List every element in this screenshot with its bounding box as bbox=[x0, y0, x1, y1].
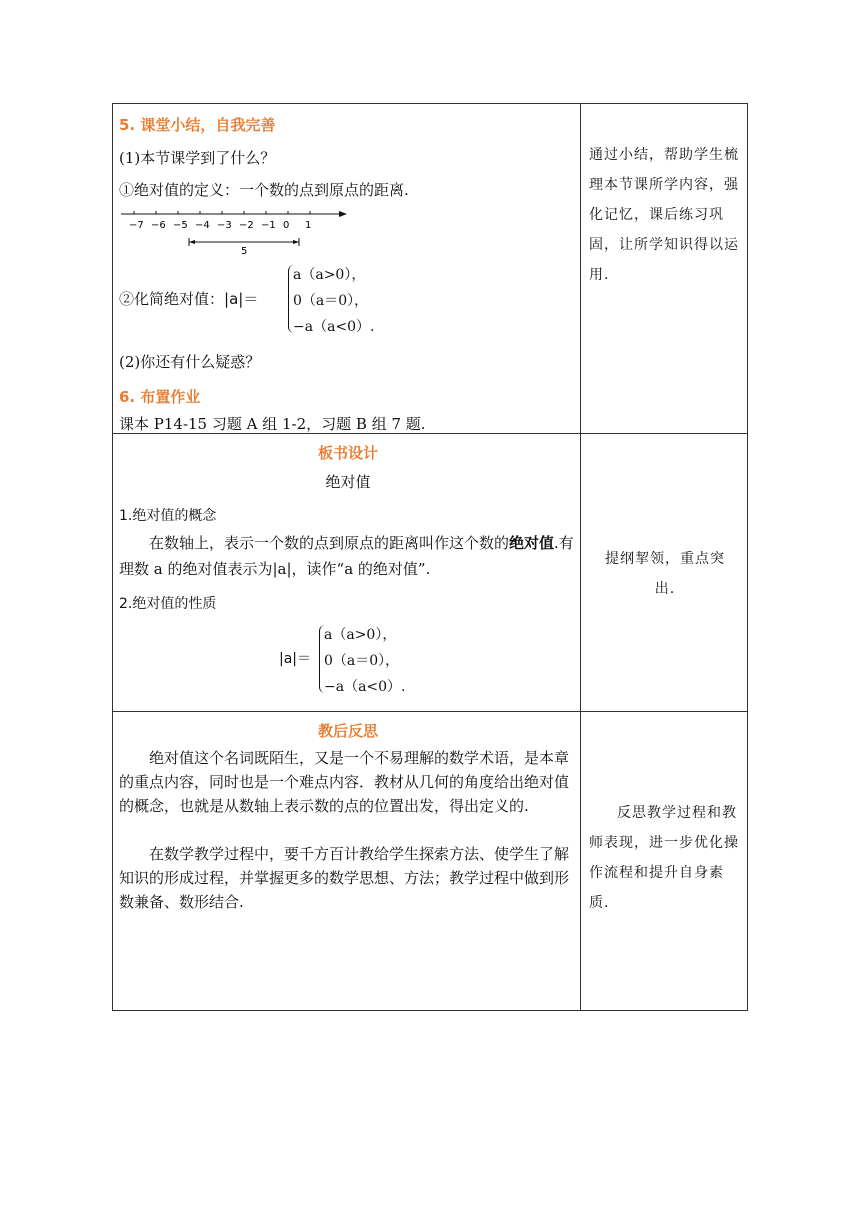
abs-lhs: |a|＝ bbox=[224, 290, 259, 308]
tick-label: 0 bbox=[283, 220, 290, 231]
homework-text: 课本 P14-15 习题 A 组 1-2，习题 B 组 7 题. bbox=[119, 415, 426, 433]
reflection-paragraph-2: 在数学教学过程中，要千方百计教给学生探索方法、使学生了解知识的形成过程，并掌握更多的数学思想、方法；教学过程中做到形数兼备、数形结合. bbox=[119, 845, 570, 911]
bold-term: 绝对值 bbox=[509, 534, 555, 552]
heading-reflection: 教后反思 bbox=[317, 722, 378, 740]
summary-side-note: 通过小结，帮助学生梳理本节课所学内容，强化记忆，课后练习巩固，让所学知识得以运用. bbox=[589, 147, 739, 283]
tick-label: −2 bbox=[239, 220, 254, 231]
heading-board-design: 板书设计 bbox=[317, 444, 378, 462]
simplify-item bbox=[119, 287, 258, 311]
tick-label: −6 bbox=[151, 220, 166, 231]
tick-label: −4 bbox=[195, 220, 210, 231]
abs-lhs-2: |a|＝ bbox=[279, 651, 312, 667]
section-concept: 1.绝对值的概念 bbox=[119, 508, 217, 524]
tick-label: −3 bbox=[217, 220, 232, 231]
reflection-cell bbox=[119, 716, 577, 1006]
case-negative: −a（a<0）. bbox=[324, 679, 406, 695]
tick-label: −1 bbox=[261, 220, 276, 231]
number-line-arrow bbox=[339, 211, 347, 217]
section-property: 2.绝对值的性质 bbox=[119, 596, 217, 612]
concept-paragraph: 在数轴上，表示一个数的点到原点的距离叫作这个数的绝对值.有理数 a 的绝对值表示为|a|，读作“a 的绝对值”. bbox=[119, 534, 574, 578]
reflection-side-note: 反思教学过程和教师表现，进一步优化操作流程和提升自身素质. bbox=[589, 805, 739, 911]
tick-label: −5 bbox=[173, 220, 188, 231]
piecewise-cases bbox=[293, 262, 375, 340]
case-zero: 0（a＝0）， bbox=[293, 293, 369, 309]
question-2: (2)你还有什么疑惑？ bbox=[119, 353, 261, 371]
case-negative: −a（a<0）. bbox=[293, 319, 375, 335]
heading-summary: 5. 课堂小结，自我完善 bbox=[119, 116, 276, 134]
question-1: (1)本节课学到了什么？ bbox=[119, 149, 276, 167]
tick-label: −7 bbox=[129, 220, 144, 231]
board-design-cell bbox=[119, 438, 577, 708]
board-side-note: 提纲挈领，重点突出. bbox=[605, 551, 725, 597]
case-positive: a（a>0）， bbox=[324, 627, 397, 643]
case-positive: a（a>0）， bbox=[293, 267, 366, 283]
simplify-prefix: ②化简绝对值： bbox=[119, 290, 225, 308]
definition-item: ①绝对值的定义：一个数的点到原点的距离. bbox=[119, 181, 409, 199]
case-zero: 0（a＝0）， bbox=[324, 653, 400, 669]
distance-label: 5 bbox=[241, 246, 248, 256]
heading-homework: 6. 布置作业 bbox=[119, 388, 201, 406]
reflection-paragraph-1: 绝对值这个名词既陌生，又是一个不易理解的数学术语，是本章的重点内容，同时也是一个难点内容．教材从几何的角度给出绝对值的概念，也就是从数轴上表示数的点的位置出发，得出定义的. bbox=[119, 749, 570, 815]
number-line-figure bbox=[119, 206, 349, 256]
row-divider-2 bbox=[113, 711, 747, 712]
summary-cell bbox=[119, 110, 577, 432]
lesson-table bbox=[112, 103, 748, 1011]
column-divider bbox=[580, 104, 581, 1010]
board-subtitle: 绝对值 bbox=[325, 473, 371, 491]
tick-label: 1 bbox=[305, 220, 312, 231]
piecewise-cases-2 bbox=[324, 622, 406, 700]
